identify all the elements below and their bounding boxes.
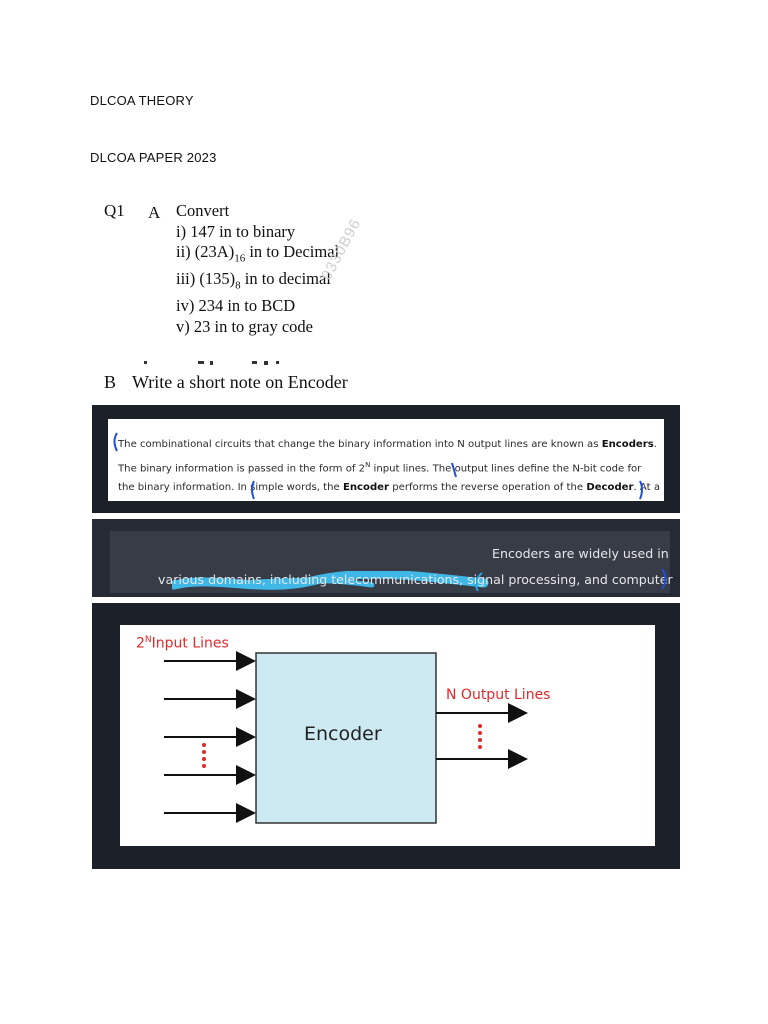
question-part-b-text: Write a short note on Encoder <box>132 372 348 392</box>
question-item-iii-rest: in to decimal <box>240 269 331 289</box>
encoder-diagram <box>120 625 655 846</box>
question-item-iii-radix: 8 <box>235 279 241 292</box>
question-item-ii <box>176 242 339 269</box>
question-item-v: v) 23 in to gray code <box>176 316 314 336</box>
encoder-diagram-panel <box>92 603 680 869</box>
paper-title: DLCOA PAPER 2023 <box>90 150 217 165</box>
cropped-text-fragment <box>140 360 360 366</box>
blue-bracket-mark <box>659 567 671 591</box>
definition-line-2-sup: N <box>365 461 371 469</box>
encoder-uses-panel <box>92 519 680 597</box>
scan-watermark: 0330B96 <box>318 215 365 283</box>
definition-line-3-bold-2: Decoder <box>586 482 634 493</box>
question-items <box>176 201 339 337</box>
definition-line-3-bold-1: Encoder <box>342 482 390 493</box>
definition-line-2-rest: input lines. The output lines define the N-bit code for <box>370 463 642 475</box>
question-item-ii-rest: in to Decimal <box>245 242 340 262</box>
question-item-ii-radix: 16 <box>234 252 246 265</box>
encoder-uses-body <box>110 531 673 593</box>
definition-line-1-text: The combinational circuits that change the binary information into N output lines are known as <box>118 439 602 450</box>
definition-line-3-mid: performs the reverse operation of the <box>389 482 587 493</box>
input-ellipsis <box>202 743 206 768</box>
input-lines-label-base: 2 <box>136 635 145 652</box>
question-item-iii <box>176 269 339 296</box>
definition-line-2-text: The binary information is passed in the form of 2 <box>118 463 366 475</box>
encoder-definition-body <box>108 419 664 501</box>
uses-line-1: Encoders are widely used in <box>492 546 669 561</box>
question-number: Q1 <box>104 201 125 220</box>
definition-line-3-text: the binary information. In simple words, the <box>118 482 343 493</box>
encoder-diagram-graphic <box>120 625 655 846</box>
question-item-iv: iv) 234 in to BCD <box>176 295 296 315</box>
question-item-i: i) 147 in to binary <box>176 221 296 241</box>
input-lines-label-text: Input Lines <box>151 635 229 652</box>
definition-line-1-end: . <box>653 439 657 450</box>
definition-line-3-end: . At a <box>633 482 661 493</box>
uses-line-2: various domains, including telecommunications, signal processing, and computer <box>158 572 673 587</box>
document-title: DLCOA THEORY <box>90 93 194 108</box>
definition-line-1-bold: Encoders <box>601 439 654 450</box>
blue-annotation-marks <box>108 419 664 501</box>
question-part-b: B <box>104 372 117 392</box>
output-lines-label: N Output Lines <box>446 687 551 703</box>
question-part-a: A <box>148 203 161 222</box>
question-item-iii-base: iii) (135) <box>176 269 236 289</box>
encoder-definition-panel <box>92 405 680 513</box>
question-item-ii-base: ii) (23A) <box>176 242 235 262</box>
output-ellipsis <box>478 724 482 749</box>
encoder-block-label: Encoder <box>304 723 382 745</box>
input-lines-label-sup: N <box>144 635 152 645</box>
question-instruction: Convert <box>176 201 230 220</box>
input-lines-label <box>136 635 229 652</box>
